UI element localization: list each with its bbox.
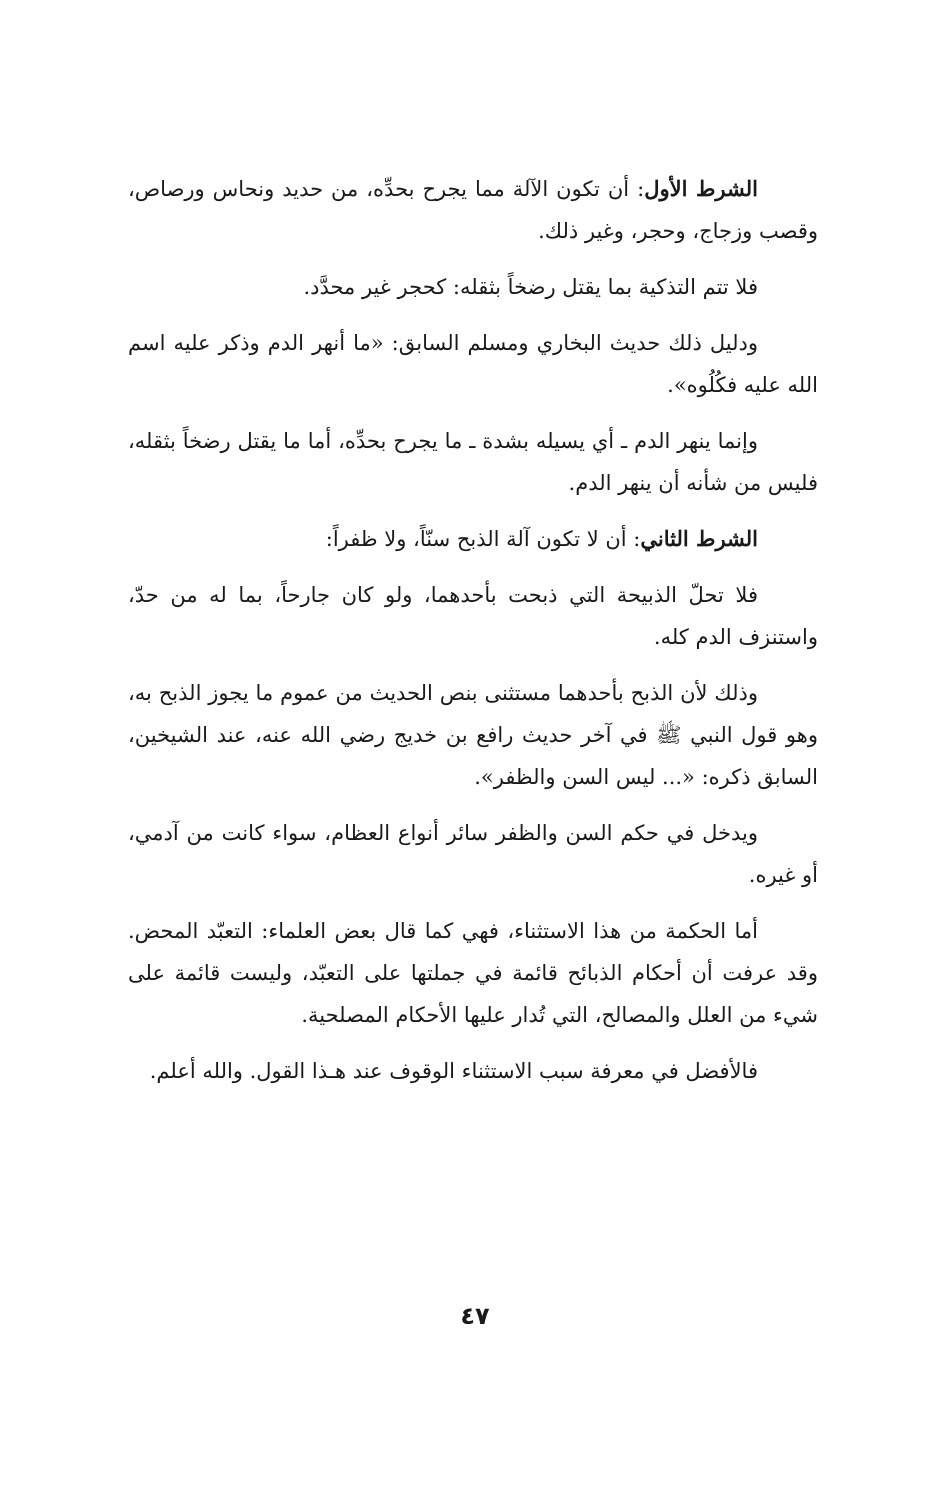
paragraph bbox=[128, 574, 818, 658]
page-number: ٤٧ bbox=[460, 1302, 490, 1330]
paragraph bbox=[128, 266, 818, 308]
paragraph-lead: الشرط الأول bbox=[644, 176, 758, 201]
paragraph-lead: الشرط الثاني bbox=[640, 526, 758, 551]
paragraph-condition-2 bbox=[128, 518, 818, 560]
paragraph-condition-1 bbox=[128, 168, 818, 252]
paragraph bbox=[128, 910, 818, 1036]
paragraph-text: : أن تكون الآلة مما يجرح بحدِّه، من حديد ونحاس ورصاص، وقصب وزجاج، وحجر، وغير ذلك. bbox=[128, 177, 818, 243]
paragraph bbox=[128, 420, 818, 504]
paragraph-text: فلا تحلّ الذبيحة التي ذبحت بأحدهما، ولو كان جارحاً، بما له من حدّ، واستنزف الدم كله. bbox=[128, 583, 818, 649]
paragraph bbox=[128, 672, 818, 798]
paragraph-text: فالأفضل في معرفة سبب الاستثناء الوقوف عند هـذا القول. والله أعلم. bbox=[149, 1059, 758, 1083]
paragraph-text: أما الحكمة من هذا الاستثناء، فهي كما قال بعض العلماء: التعبّد المحض. وقد عرفت أن أحكام الذبائح قائمة في جملتها على التعبّد، وليست قائمة على شيء من العلل والمصالح، التي تُدار عليها الأحكام المصلحية. bbox=[128, 919, 818, 1027]
page-body bbox=[128, 168, 818, 1106]
paragraph-text: فلا تتم التذكية بما يقتل رضخاً بثقله: كحجر غير محدَّد. bbox=[303, 275, 758, 299]
paragraph-text: : أن لا تكون آلة الذبح سنّاً، ولا ظفراً: bbox=[325, 527, 641, 551]
paragraph bbox=[128, 812, 818, 896]
paragraph bbox=[128, 322, 818, 406]
paragraph-text: ودليل ذلك حديث البخاري ومسلم السابق: «ما أنهر الدم وذكر عليه اسم الله عليه فكُلُوه». bbox=[128, 331, 818, 397]
paragraph-text: ويدخل في حكم السن والظفر سائر أنواع العظام، سواء كانت من آدمي، أو غيره. bbox=[128, 821, 818, 887]
paragraph-text: وذلك لأن الذبح بأحدهما مستثنى بنص الحديث من عموم ما يجوز الذبح به، وهو قول النبي ﷺ في آخر حديث رافع بن خديج رضي الله عنه، عند الشيخين، السابق ذكره: «... ليس السن والظفر». bbox=[128, 681, 818, 789]
paragraph bbox=[128, 1050, 818, 1092]
paragraph-text: وإنما ينهر الدم ـ أي يسيله بشدة ـ ما يجرح بحدِّه، أما ما يقتل رضخاً بثقله، فليس من شأنه أن ينهر الدم. bbox=[128, 429, 818, 495]
